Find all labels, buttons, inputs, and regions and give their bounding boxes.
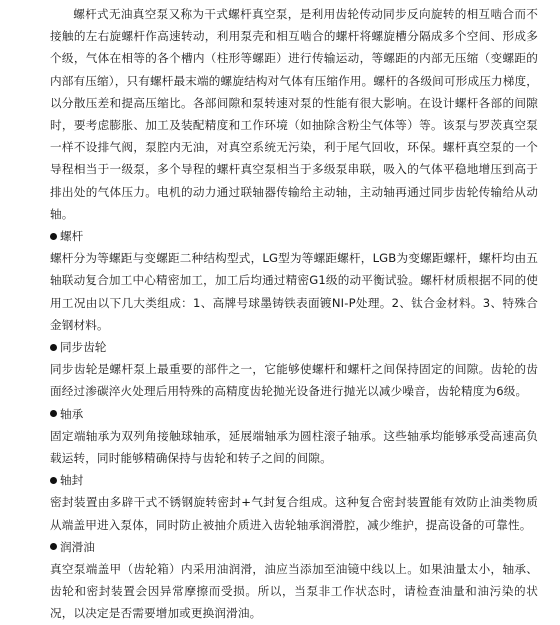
section-body-shaft-seal: 密封装置由多辟干式不锈钢旋转密封+气封复合组成。这种复合密封装置能有效防止油类物质从端盖甲进入泵体，同时防止被抽介质进入齿轮轴承润滑腔，减少维护，提高设备的可靠性。 [50, 495, 538, 532]
section-heading-shaft-seal [50, 469, 538, 491]
section-heading-text: 螺杆 [60, 229, 84, 244]
intro-paragraph: 螺杆式无油真空泵又称为干式螺杆真空泵，是利用齿轮传动同步反向旋转的相互啮合而不接触的左右旋螺杆作高速转动，利用泵壳和相互啮合的螺杆将螺旋槽分隔成多个空间、形成多个级，气体在相等的各个槽内（柱形等螺距）进行传输运动，等螺距的内部无压缩（变螺距的内部有压缩），只有螺杆最末端的螺旋结构对气体有压缩作用。螺杆的各级间可形成压力梯度，以分散压差和提高压缩比。各部间隙和泵转速对泵的性能有很大影响。在设计螺杆各部的间隙时，要考虑膨胀、加工及装配精度和工作环境（如抽除含粉尘气体等）等。该泵与罗茨真空泵一样不设排气阀，泵腔内无油，对真空系统无污染，利于尾气回收，环保。螺杆真空泵的一个导程相当于一级泵，多个导程的螺杆真空泵相当于多级泵串联，吸入的气体平稳地增压到高于排出处的气体压力。电机的动力通过联轴器传输给主动轴，主动轴再通过同步齿轮传输给从动轴。 [50, 7, 538, 221]
section-heading-lubricant [50, 536, 538, 558]
bullet-icon [50, 543, 57, 550]
section-body-bearing: 固定端轴承为双列角接触球轴承，延展端轴承为圆柱滚子轴承。这些轴承均能够承受高速高负载运转，同时能够精确保持与齿轮和转子之间的间隙。 [50, 428, 538, 466]
section-heading-text: 轴承 [60, 406, 84, 421]
section-heading-text: 润滑油 [60, 539, 95, 554]
section-body-sync-gear: 同步齿轮是螺杆泵上最重要的部件之一，它能够使螺杆和螺杆之间保持固定的间隙。齿轮的齿面经过渗碳淬火处理后用特殊的高精度齿轮抛光设备进行抛光以减少噪音，齿轮精度为6级。 [50, 362, 538, 399]
section-body-lubricant: 真空泵端盖甲（齿轮箱）内采用油润滑，油应当添加至油镜中线以上。如果油量太小，轴承、齿轮和密封装置会因异常摩擦而受损。所以，当泵非工作状态时，请检查油量和油污染的状况，以决定是否需要增加或更换润滑油。 [50, 562, 538, 621]
section-heading-screw [50, 225, 538, 247]
bullet-icon [50, 233, 57, 240]
bullet-icon [50, 477, 57, 484]
section-heading-text: 轴封 [60, 473, 84, 488]
bullet-icon [50, 410, 57, 417]
section-heading-text: 同步齿轮 [60, 340, 107, 355]
bullet-icon [50, 344, 57, 351]
section-heading-bearing [50, 403, 538, 425]
section-heading-sync-gear [50, 336, 538, 358]
section-body-screw: 螺杆分为等螺距与变螺距二种结构型式，LG型为等螺距螺杆，LGB为变螺距螺杆，螺杆均由五轴联动复合加工中心精密加工，加工后均通过精密G1级的动平衡试验。螺杆材质根据不同的使用工况由以下几大类组成：1、高牌号球墨铸铁表面镀NI-P处理。2、钛合金材料。3、特殊合金钢材料。 [50, 251, 538, 332]
